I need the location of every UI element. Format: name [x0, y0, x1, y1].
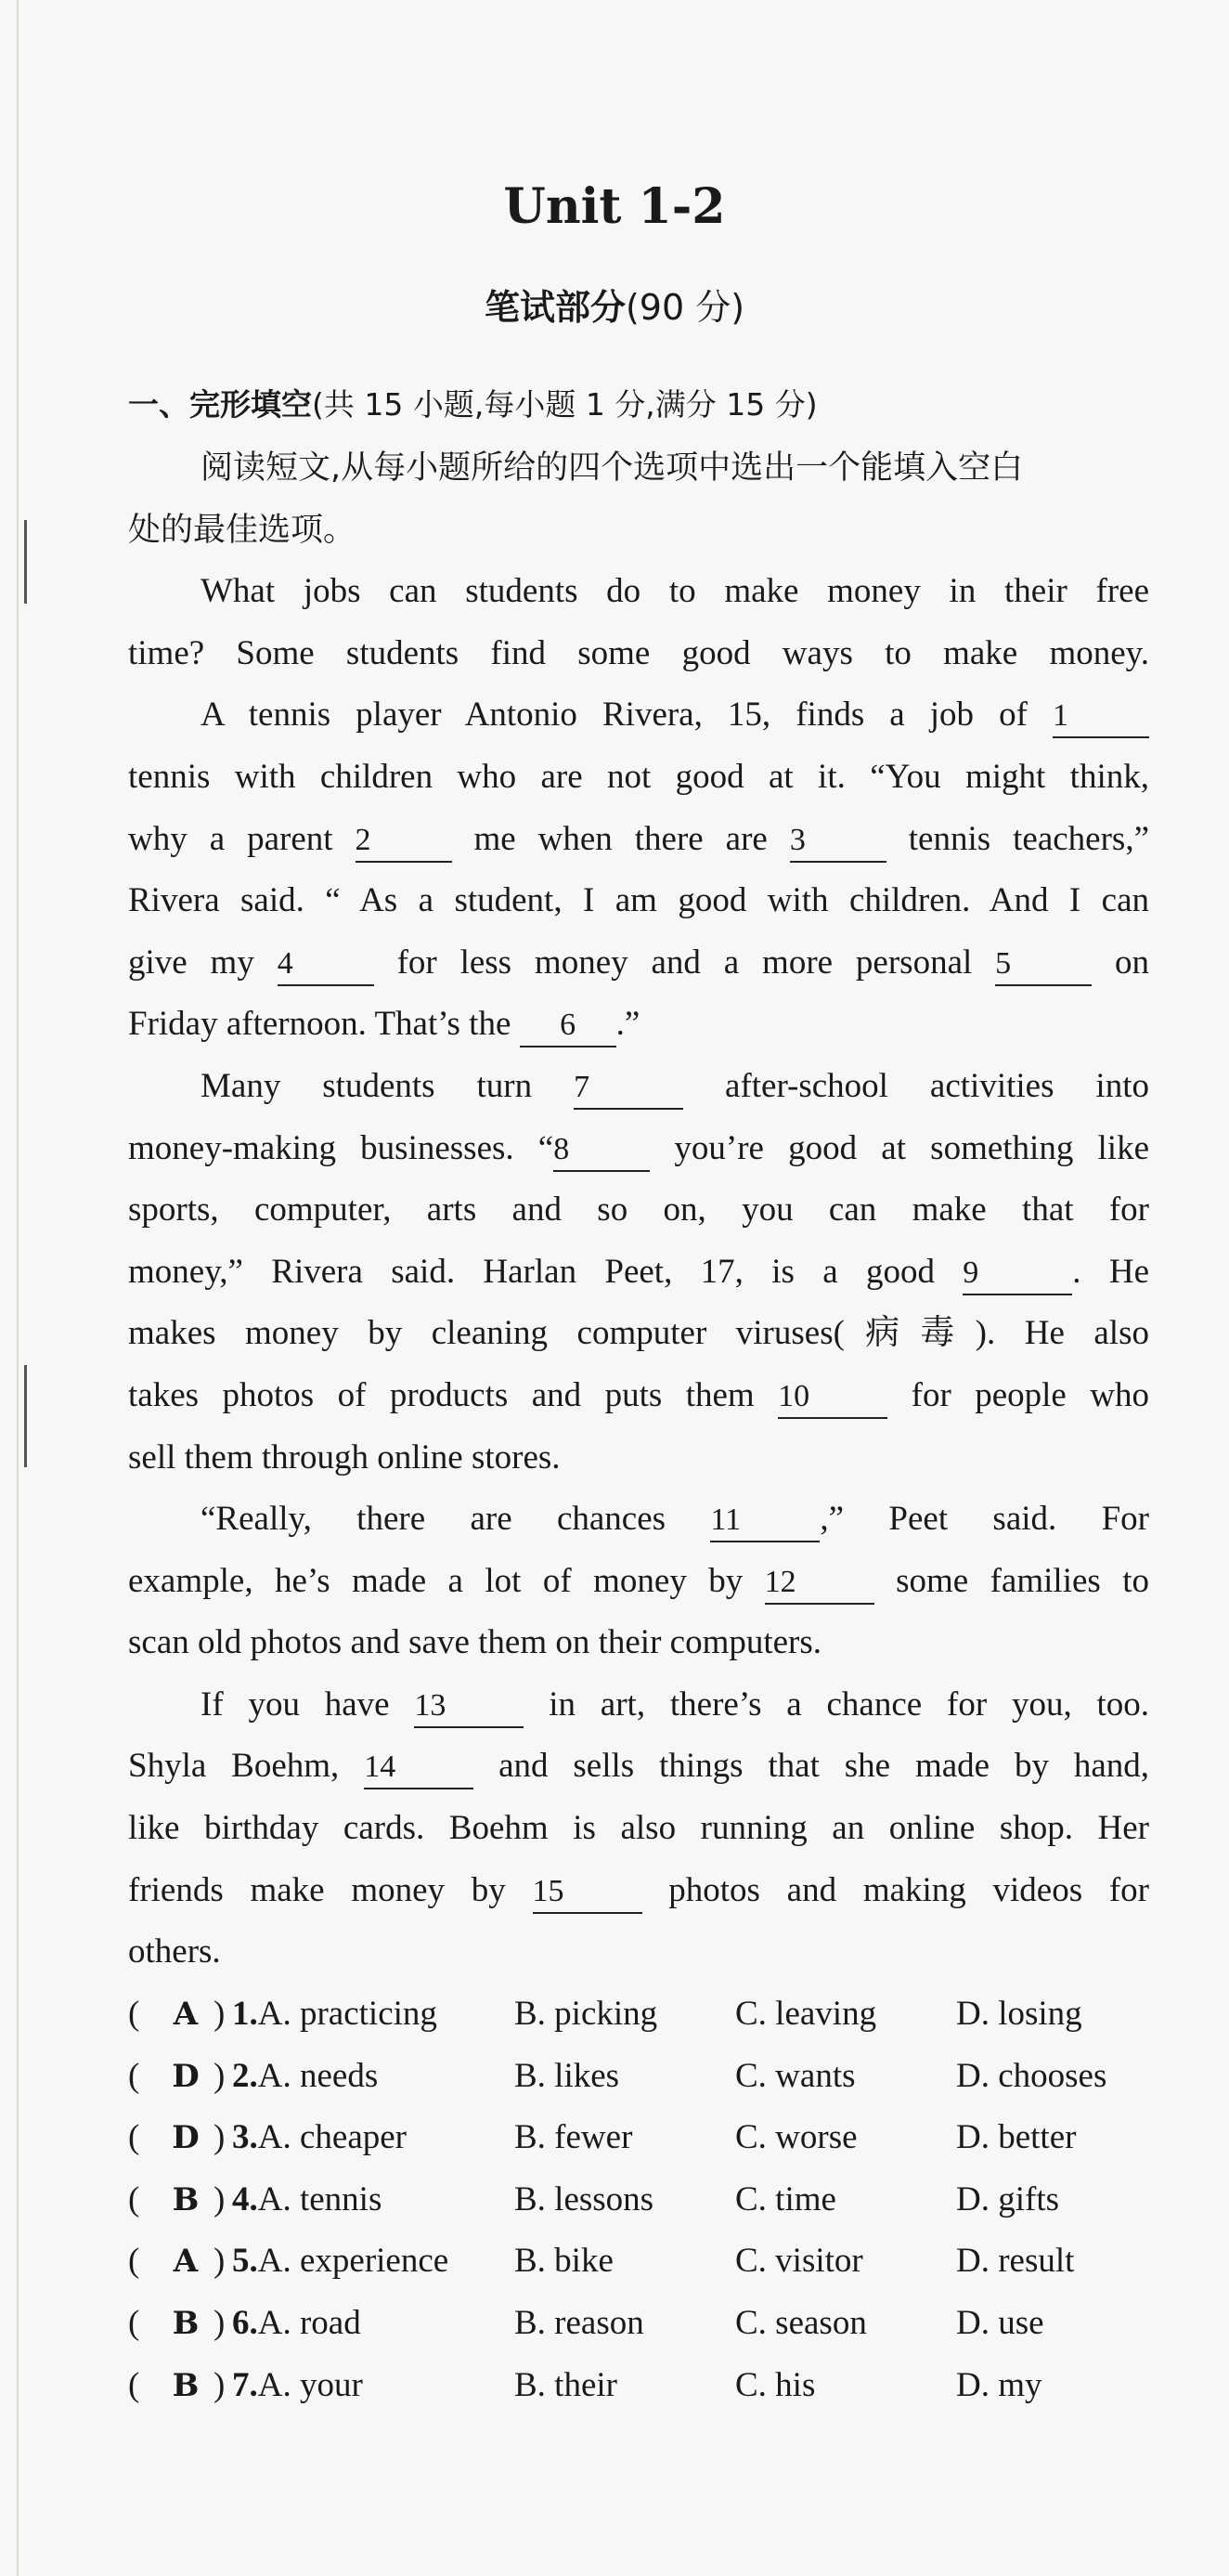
passage-line: makes money by cleaning computer viruses(病毒). He also [128, 1314, 1149, 1353]
passage [128, 437, 1149, 1984]
option-d: D. use [956, 2303, 1044, 2342]
passage-line: scan old photos and save them on their computers. [128, 1623, 822, 1662]
blank-14: 14 [364, 1749, 473, 1789]
passage-line: tennis with children who are not good at it. “You might think, [128, 757, 1149, 796]
binding-mark [24, 1365, 27, 1467]
section-subtitle: 笔试部分(90 分) [484, 287, 745, 328]
blank-15: 15 [533, 1873, 642, 1914]
answer-mark: B [172, 2304, 200, 2342]
option-a: A. cheaper [257, 2118, 407, 2157]
option-b: B. picking [514, 1995, 658, 2033]
answer-mark: D [172, 2119, 200, 2157]
passage-line: why a parent 2 me when there are 3 tennis teachers,” [128, 809, 1149, 871]
passage-line: Many students turn 7 after-school activities into [128, 1056, 1149, 1118]
answer-mark: A [173, 1996, 199, 2033]
option-d: D. my [956, 2365, 1042, 2404]
blank-7: 7 [574, 1069, 683, 1110]
binding-mark [24, 520, 27, 604]
passage-line: give my 4 for less money and a more personal 5 on [128, 932, 1149, 995]
option-d: D. result [956, 2242, 1075, 2281]
option-d: D. better [956, 2118, 1077, 2157]
passage-line: money-making businesses. “8 you’re good at something like [128, 1118, 1149, 1180]
option-d: D. losing [956, 1995, 1082, 2033]
option-d: D. chooses [956, 2056, 1107, 2095]
option-b: B. fewer [514, 2118, 633, 2157]
option-a: A. tennis [257, 2179, 382, 2218]
option-b: B. lessons [514, 2179, 654, 2218]
passage-line: takes photos of products and puts them 10 for people who [128, 1365, 1149, 1427]
option-c: C. visitor [735, 2242, 863, 2281]
answer-mark: B [172, 2366, 200, 2404]
blank-4: 4 [278, 945, 374, 986]
option-c: C. season [735, 2303, 867, 2342]
blank-2: 2 [356, 822, 452, 863]
passage-line: friends make money by 15 photos and making videos for [128, 1860, 1149, 1922]
passage-line: sports, computer, arts and so on, you can make that for [128, 1190, 1149, 1229]
passage-line: money,” Rivera said. Harlan Peet, 17, is a good 9 . He [128, 1242, 1149, 1304]
passage-line: A tennis player Antonio Rivera, 15, finds a job of 1 [128, 684, 1149, 747]
blank-3: 3 [790, 822, 886, 863]
blank-12: 12 [765, 1564, 874, 1605]
passage-line: example, he’s made a lot of money by 12 some families to [128, 1551, 1149, 1613]
option-c: C. time [735, 2179, 836, 2218]
directions-line: 阅读短文,从每小题所给的四个选项中选出一个能填入空白 [201, 449, 1024, 487]
option-c: C. worse [735, 2118, 858, 2157]
option-c: C. his [735, 2365, 816, 2404]
option-b: B. their [514, 2365, 617, 2404]
question-row: ( B ) 7.A. your B. their C. his D. my [128, 2355, 1168, 2417]
passage-line: others. [128, 1932, 221, 1971]
passage-line: “Really, there are chances 11 ,” Peet said. For [128, 1489, 1149, 1551]
question-row: ( D ) 3.A. cheaper B. fewer C. worse D. better [128, 2107, 1168, 2169]
blank-6: 6 [520, 1007, 616, 1047]
question-row: ( B ) 4.A. tennis B. lessons C. time D. gifts [128, 2169, 1168, 2231]
question-row: ( A ) 1.A. practicing B. picking C. leaving D. losing [128, 1984, 1168, 2046]
directions-line: 处的最佳选项。 [128, 511, 356, 549]
passage-line: Friday afternoon. That’s the 6 .” [128, 994, 1149, 1056]
passage-line: What jobs can students do to make money in their free [201, 572, 1149, 611]
answer-mark: A [173, 2243, 199, 2281]
answer-mark: B [172, 2180, 200, 2218]
option-a: A. your [257, 2365, 363, 2404]
passage-line: like birthday cards. Boehm is also running an online shop. Her [128, 1809, 1149, 1848]
option-b: B. reason [514, 2303, 644, 2342]
answer-options [128, 1984, 1168, 2416]
blank-5: 5 [995, 945, 1092, 986]
passage-line: Rivera said. “ As a student, I am good with children. And I can [128, 881, 1149, 920]
passage-line: sell them through online stores. [128, 1438, 561, 1477]
blank-1: 1 [1053, 697, 1149, 738]
option-b: B. bike [514, 2242, 614, 2281]
option-c: C. wants [735, 2056, 856, 2095]
blank-10: 10 [778, 1378, 887, 1419]
option-c: C. leaving [735, 1995, 877, 2033]
answer-mark: D [172, 2057, 200, 2095]
option-b: B. likes [514, 2056, 620, 2095]
option-d: D. gifts [956, 2179, 1059, 2218]
section-heading: 一、完形填空(共 15 小题,每小题 1 分,满分 15 分) [128, 386, 818, 423]
blank-8: 8 [553, 1131, 650, 1172]
option-a: A. needs [257, 2056, 379, 2095]
passage-line: If you have 13 in art, there’s a chance for you, too. [128, 1674, 1149, 1737]
option-a: A. road [257, 2303, 361, 2342]
option-a: A. practicing [257, 1995, 437, 2033]
blank-13: 13 [414, 1687, 524, 1728]
option-a: A. experience [257, 2242, 449, 2281]
question-row: ( A ) 5.A. experience B. bike C. visitor D. result [128, 2231, 1168, 2293]
blank-9: 9 [963, 1255, 1072, 1295]
passage-line: Shyla Boehm, 14 and sells things that she made by hand, [128, 1736, 1149, 1798]
question-row: ( B ) 6.A. road B. reason C. season D. use [128, 2293, 1168, 2355]
page-edge [17, 0, 19, 2576]
page-title: Unit 1-2 [503, 178, 726, 235]
passage-line: time? Some students find some good ways to make money. [128, 633, 1149, 672]
question-row: ( D ) 2.A. needs B. likes C. wants D. chooses [128, 2046, 1168, 2108]
blank-11: 11 [710, 1502, 820, 1542]
